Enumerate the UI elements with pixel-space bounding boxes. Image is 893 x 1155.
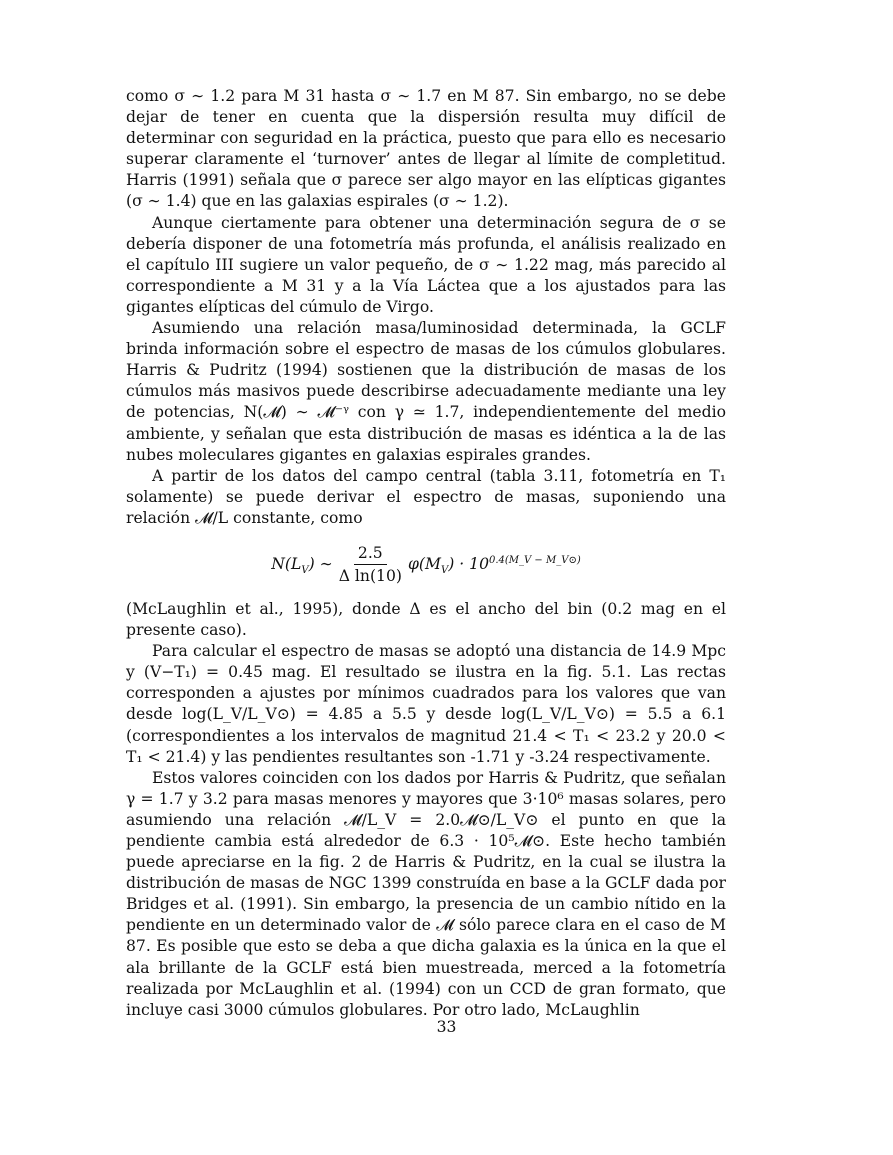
equation-rhs-text: φ(M [407,555,441,574]
page-number: 33 [436,1018,457,1036]
equation-mass-spectrum [126,541,726,589]
paragraph-2: Aunque ciertamente para obtener una determinación segura de σ se debería disponer de una fotometría más profunda, el análisis realizado en el capítulo III sugiere un valor pequeño, de σ ∼ 1.22 mag, más parecido al correspondiente a M 31 y a la Vía Láctea que a los ajustados para las gigantes elípticas del cúmulo de Virgo. [126,213,726,316]
equation-lhs-close: ) ∼ [308,555,333,574]
equation-lhs-sub: V [301,565,309,577]
equation-exponent: 0.4(M_V − M_V⊙) [488,555,581,567]
equation-rhs-mid: ) · 10 [448,555,489,574]
paragraph-1: como σ ∼ 1.2 para M 31 hasta σ ∼ 1.7 en M 87. Sin embargo, no se debe dejar de tener en cuenta que la dispersión resulta muy difícil de determinar con seguridad en la práctica, puesto que para ello es necesario superar claramente el ‘turnover’ antes de llegar al límite de completitud. Harris (1991) señala que σ parece ser algo mayor en las elípticas gigantes (σ ∼ 1.4) que en las galaxias espirales (σ ∼ 1.2). [126,87,726,211]
equation-denominator: Δ ln(10) [338,567,402,586]
paragraph-6: Para calcular el espectro de masas se adoptó una distancia de 14.9 Mpc y (V−T₁) = 0.45 mag. El resultado se ilustra en la fig. 5.1. Las rectas corresponden a ajustes por mínimos cuadrados para los valores que van desde log(L_V/L_V⊙) = 4.85 a 5.5 y desde log(L_V/L_V⊙) = 5.5 a 6.1 (correspondientes a los intervalos de magnitud 21.4 < T₁ < 23.2 y 20.0 < T₁ < 21.4) y las pendientes resultantes son -1.71 y -3.24 respectivamente. [126,642,726,766]
equation-fraction [339,544,402,585]
equation-rhs-sub: V [440,565,449,577]
equation-lhs [271,554,332,575]
paragraph-3: Asumiendo una relación masa/luminosidad determinada, la GCLF brinda información sobre el espectro de masas de los cúmulos globulares. Harris & Pudritz (1994) sostienen que la distribución de masas de los cúmulos más masivos puede describirse adecuadamente mediante una ley de potencias, N(𝓜) ∼ 𝓜⁻ᵞ con γ ≃ 1.7, independientemente del medio ambiente, y señalan que esta distribución de masas es idéntica a la de las nubes moleculares gigantes en galaxias espirales grandes. [126,319,726,464]
equation-numerator: 2.5 [354,544,387,565]
paragraph-7: Estos valores coinciden con los dados por Harris & Pudritz, que señalan γ = 1.7 y 3.2 para masas menores y mayores que 3·10⁶ masas solares, pero asumiendo una relación 𝓜/L_V = 2.0𝓜⊙/L_V⊙ el punto en que la pendiente cambia está alrededor de 6.3 · 10⁵𝓜⊙. Este hecho también puede apreciarse en la fig. 2 de Harris & Pudritz, en la cual se ilustra la distribución de masas de NGC 1399 construída en base a la GCLF dada por Bridges et al. (1991). Sin embargo, la presencia de un cambio nítido en la pendiente en un determinado valor de 𝓜 sólo parece clara en el caso de M 87. Es posible que esto se deba a que dicha galaxia es la única en la que el ala brillante de la GCLF está bien muestreada, merced a la fotometría realizada por McLaughlin et al. (1994) con un CCD de gran formato, que incluye casi 3000 cúmulos globulares. Por otro lado, McLaughlin [126,768,726,1019]
paragraph-5: (McLaughlin et al., 1995), donde Δ es el ancho del bin (0.2 mag en el presente caso). [126,599,726,640]
equation-lhs-text: N(L [271,555,302,574]
page-body [126,86,726,1021]
equation-rhs [408,554,581,575]
paragraph-4: A partir de los datos del campo central (tabla 3.11, fotometría en T₁ solamente) se puede derivar el espectro de masas, suponiendo una relación 𝓜/L constante, como [126,466,726,527]
